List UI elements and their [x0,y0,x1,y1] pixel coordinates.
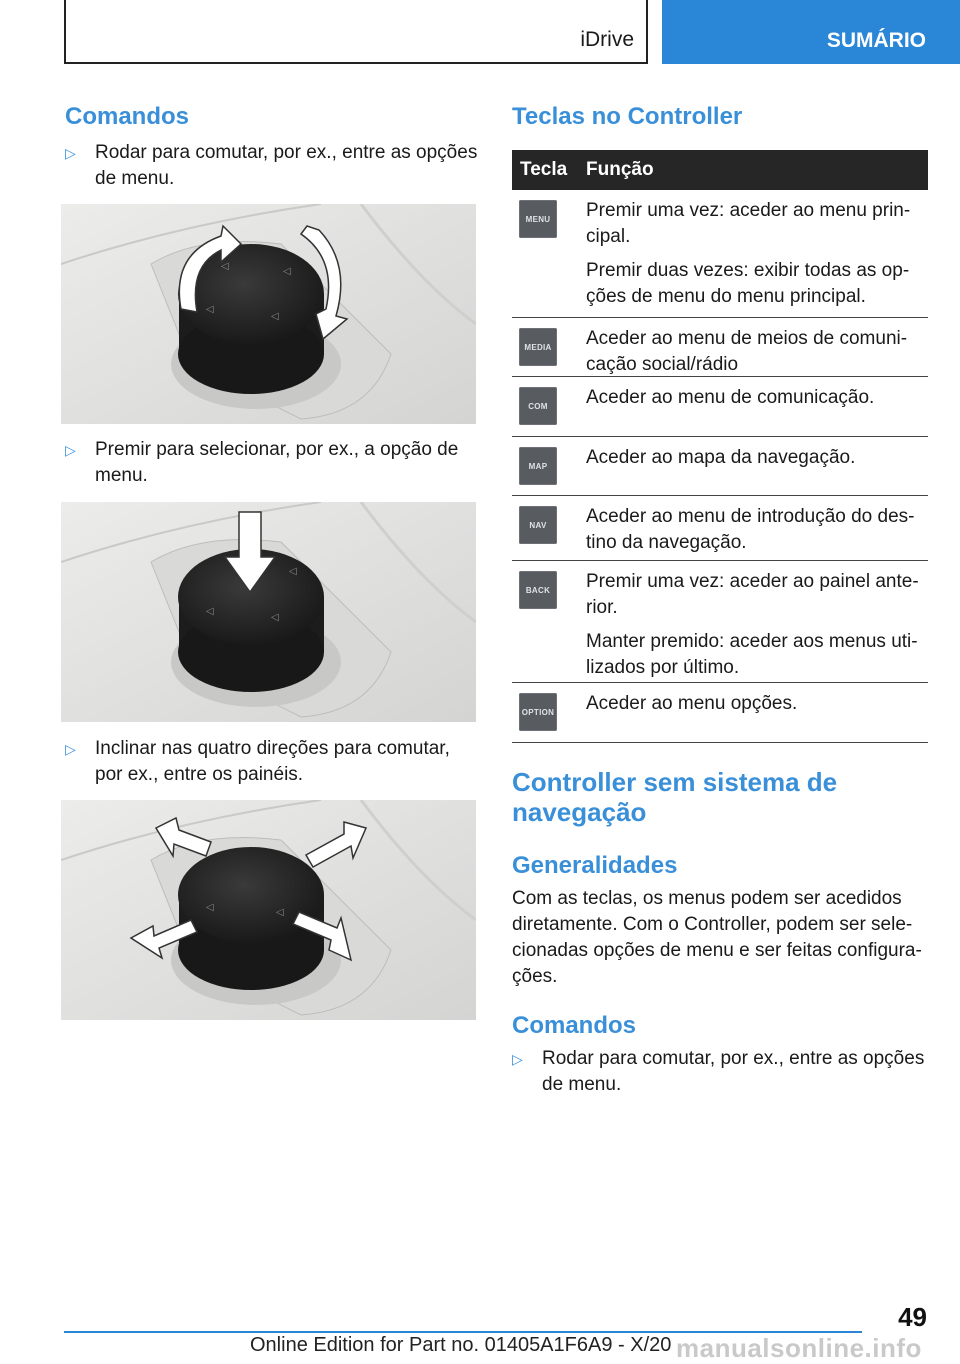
table-header [512,150,928,190]
table-row: MEDIA Aceder ao menu de meios de comunicação social/rádio [512,318,928,377]
bullet-triangle-icon: ▷ [65,442,76,458]
left-heading: Comandos [65,103,190,130]
table-row: BACK Premir uma vez: aceder ao painel anterior. Manter premido: aceder aos menus utilizados por último. [512,561,928,683]
col-key-header: Tecla [520,159,568,180]
bullet-triangle-icon: ▷ [65,145,76,161]
svg-text:◁: ◁ [221,261,229,272]
table-row: MENU Premir uma vez: aceder ao menu principal. Premir duas vezes: exibir todas as opções de menu do menu principal. [512,190,928,318]
section-heading: Controller sem sistema de navegação [512,767,838,827]
contents-button[interactable] [662,0,960,64]
header-frame [64,0,648,64]
page-number: 49 [898,1302,927,1332]
controller-press-figure [61,502,476,722]
bullet-press: ▷ Premir para selecionar, por ex., a opção de menu. [65,439,459,486]
option-key-icon: OPTION [519,693,557,731]
bullet-rotate: ▷ Rodar para comutar, por ex., entre as opções de menu. [65,142,478,189]
table-row: MAP Aceder ao mapa da navegação. [512,437,928,496]
nav-key-icon: NAV [519,506,557,544]
svg-text:◁: ◁ [276,907,284,918]
section-title: iDrive [580,28,634,51]
menu-key-icon: MENU [519,200,557,238]
controller-keys-table [512,150,928,743]
svg-text:◁: ◁ [289,566,297,577]
contents-button-label: SUMÁRIO [826,29,926,52]
bullet-triangle-icon: ▷ [512,1051,523,1067]
watermark: manualsonline.info [676,1333,922,1363]
com-key-icon: COM [519,387,557,425]
svg-text:◁: ◁ [283,266,291,277]
svg-text:◁: ◁ [206,304,214,315]
svg-text:◁: ◁ [206,902,214,913]
sub-heading: Generalidades [512,852,678,879]
svg-text:◁: ◁ [271,311,279,322]
svg-text:◁: ◁ [271,612,279,623]
bullet-rotate-2: ▷ Rodar para comutar, por ex., entre as opções de menu. [512,1048,925,1095]
table-row: OPTION Aceder ao menu opções. [512,683,928,743]
media-key-icon: MEDIA [519,328,557,366]
table-row: COM Aceder ao menu de comunicação. [512,377,928,437]
controller-tilt-figure [61,800,476,1020]
bullet-tilt: ▷ Inclinar nas quatro direções para comutar, por ex., entre os painéis. [65,738,450,785]
col-function-header: Função [586,159,654,180]
bullet-triangle-icon: ▷ [65,741,76,757]
map-key-icon: MAP [519,447,557,485]
right-heading: Teclas no Controller [512,103,743,130]
general-paragraph: Com as teclas, os menus podem ser acedidos diretamente. Com o Controller, podem ser selecionadas opções de menu e ser feitas configurações. [512,888,922,987]
controller-rotate-figure [61,204,476,424]
table-row: NAV Aceder ao menu de introdução do destino da navegação. [512,496,928,561]
right-heading-2: Comandos [512,1012,637,1039]
edition-text: Online Edition for Part no. 01405A1F6A9 - X/20 [250,1334,672,1356]
back-key-icon: BACK [519,571,557,609]
svg-text:◁: ◁ [206,606,214,617]
